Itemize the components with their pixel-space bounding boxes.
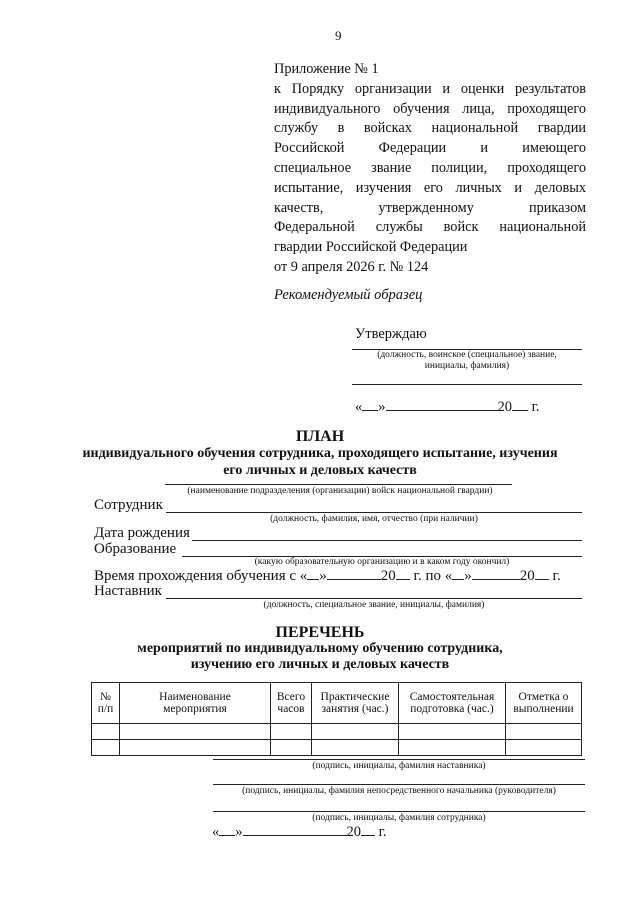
date-year: 20 [346,824,361,840]
mentor-signature-line [213,759,585,760]
employee-caption: (должность, фамилия, имя, отчество (при наличии) [270,514,478,524]
date-suffix: г. [378,824,387,840]
employee-label: Сотрудник [94,497,163,513]
supervisor-signature-line [213,784,585,785]
mentor-label: Наставник [94,583,162,599]
appendix-line: Российской Федерации и имеющего [274,140,586,157]
quote-open: « [299,568,308,584]
table-row [92,740,582,756]
mentor-caption: (должность, специальное звание, инициалы, фамилия) [263,600,485,610]
appendix-line: качеств, утвержденному приказом [274,199,586,216]
list-subtitle: изучению его личных и деловых качеств [190,657,450,672]
table-cell[interactable] [92,724,120,740]
date-suffix: г. [531,399,540,415]
birth-date-label: Дата рождения [94,525,190,541]
quote-close: » [378,399,386,415]
supervisor-signature-caption: (подпись, инициалы, фамилия непосредственного начальника (руководителя) [242,786,556,796]
table-cell[interactable] [120,724,271,740]
signature-date [212,824,387,841]
birth-date-field-line [192,540,582,541]
training-period-end: г. [552,568,561,584]
quote-open: « [355,399,363,415]
list-title: ПЕРЕЧЕНЬ [275,624,365,641]
plan-subtitle: индивидуального обучения сотрудника, проходящего испытание, изучения [82,446,558,461]
recommended-sample-label: Рекомендуемый образец [274,287,423,303]
training-period-label: Время прохождения обучения с [94,568,296,584]
appendix-line: испытание, изучения его личных и деловых [274,179,586,196]
table-cell[interactable] [92,740,120,756]
date-year: 20 [497,399,512,415]
table-cell[interactable] [120,740,271,756]
training-period [94,568,561,585]
activities-table [91,682,582,756]
header-number: № п/п [92,683,120,724]
appendix-line: специальное звание полиции, проходящего [274,159,586,176]
table-cell[interactable] [271,724,312,740]
mentor-signature-caption: (подпись, инициалы, фамилия наставника) [312,761,486,771]
appendix-line: индивидуального обучения лица, проходящего [274,100,586,117]
appendix-line: службу в войсках национальной гвардии [274,120,586,137]
education-caption: (какую образовательную организацию и в каком году окончил) [254,557,510,567]
table-cell[interactable] [312,724,399,740]
table-cell[interactable] [399,740,506,756]
appendix-reference [274,60,586,278]
header-total-hours: Всего часов [271,683,312,724]
subdivision-line [165,484,512,485]
list-subtitle: мероприятий по индивидуальному обучению сотрудника, [137,641,503,656]
appendix-line: гвардии Российской Федерации [274,239,468,256]
quote-open: « [212,824,220,840]
employee-signature-caption: (подпись, инициалы, фамилия сотрудника) [312,813,486,823]
approval-date [355,399,540,416]
plan-subtitle: его личных и деловых качеств [223,463,417,478]
quote-close: » [464,568,472,584]
approve-word: Утверждаю [355,326,427,342]
year-prefix: 20 [380,568,396,584]
approver-position-caption: инициалы, фамилия) [424,361,510,371]
table-header-row [92,683,582,724]
appendix-line: к Порядку организации и оценки результатов [274,80,586,97]
table-row [92,724,582,740]
employee-signature-line [213,811,585,812]
education-label: Образование [94,541,177,557]
training-period-to: г. по [413,568,441,584]
header-self-study-hours: Самостоятельная подготовка (час.) [399,683,506,724]
header-activity-name: Наименование мероприятия [120,683,271,724]
appendix-line: Федеральной службы войск национальной [274,219,586,236]
subdivision-caption: (наименование подразделения (организации) войск национальной гвардии) [187,486,493,496]
table-cell[interactable] [506,724,582,740]
header-completion-mark: Отметка о выполнении [506,683,582,724]
approver-position-caption: (должность, воинское (специальное) звание, [377,350,557,360]
quote-open: « [444,568,453,584]
page-number: 9 [335,28,342,43]
mentor-field-line [166,598,582,599]
quote-close: » [319,568,327,584]
quote-close: » [235,824,243,840]
appendix-line: Приложение № 1 [274,61,379,77]
table-cell[interactable] [399,724,506,740]
approver-name-line [352,384,582,385]
employee-field-line [166,512,582,513]
header-practical-hours: Практические занятия (час.) [312,683,399,724]
year-prefix: 20 [519,568,535,584]
plan-title: ПЛАН [295,428,345,445]
table-cell[interactable] [506,740,582,756]
table-cell[interactable] [271,740,312,756]
table-cell[interactable] [312,740,399,756]
appendix-line: от 9 апреля 2026 г. № 124 [274,258,429,275]
